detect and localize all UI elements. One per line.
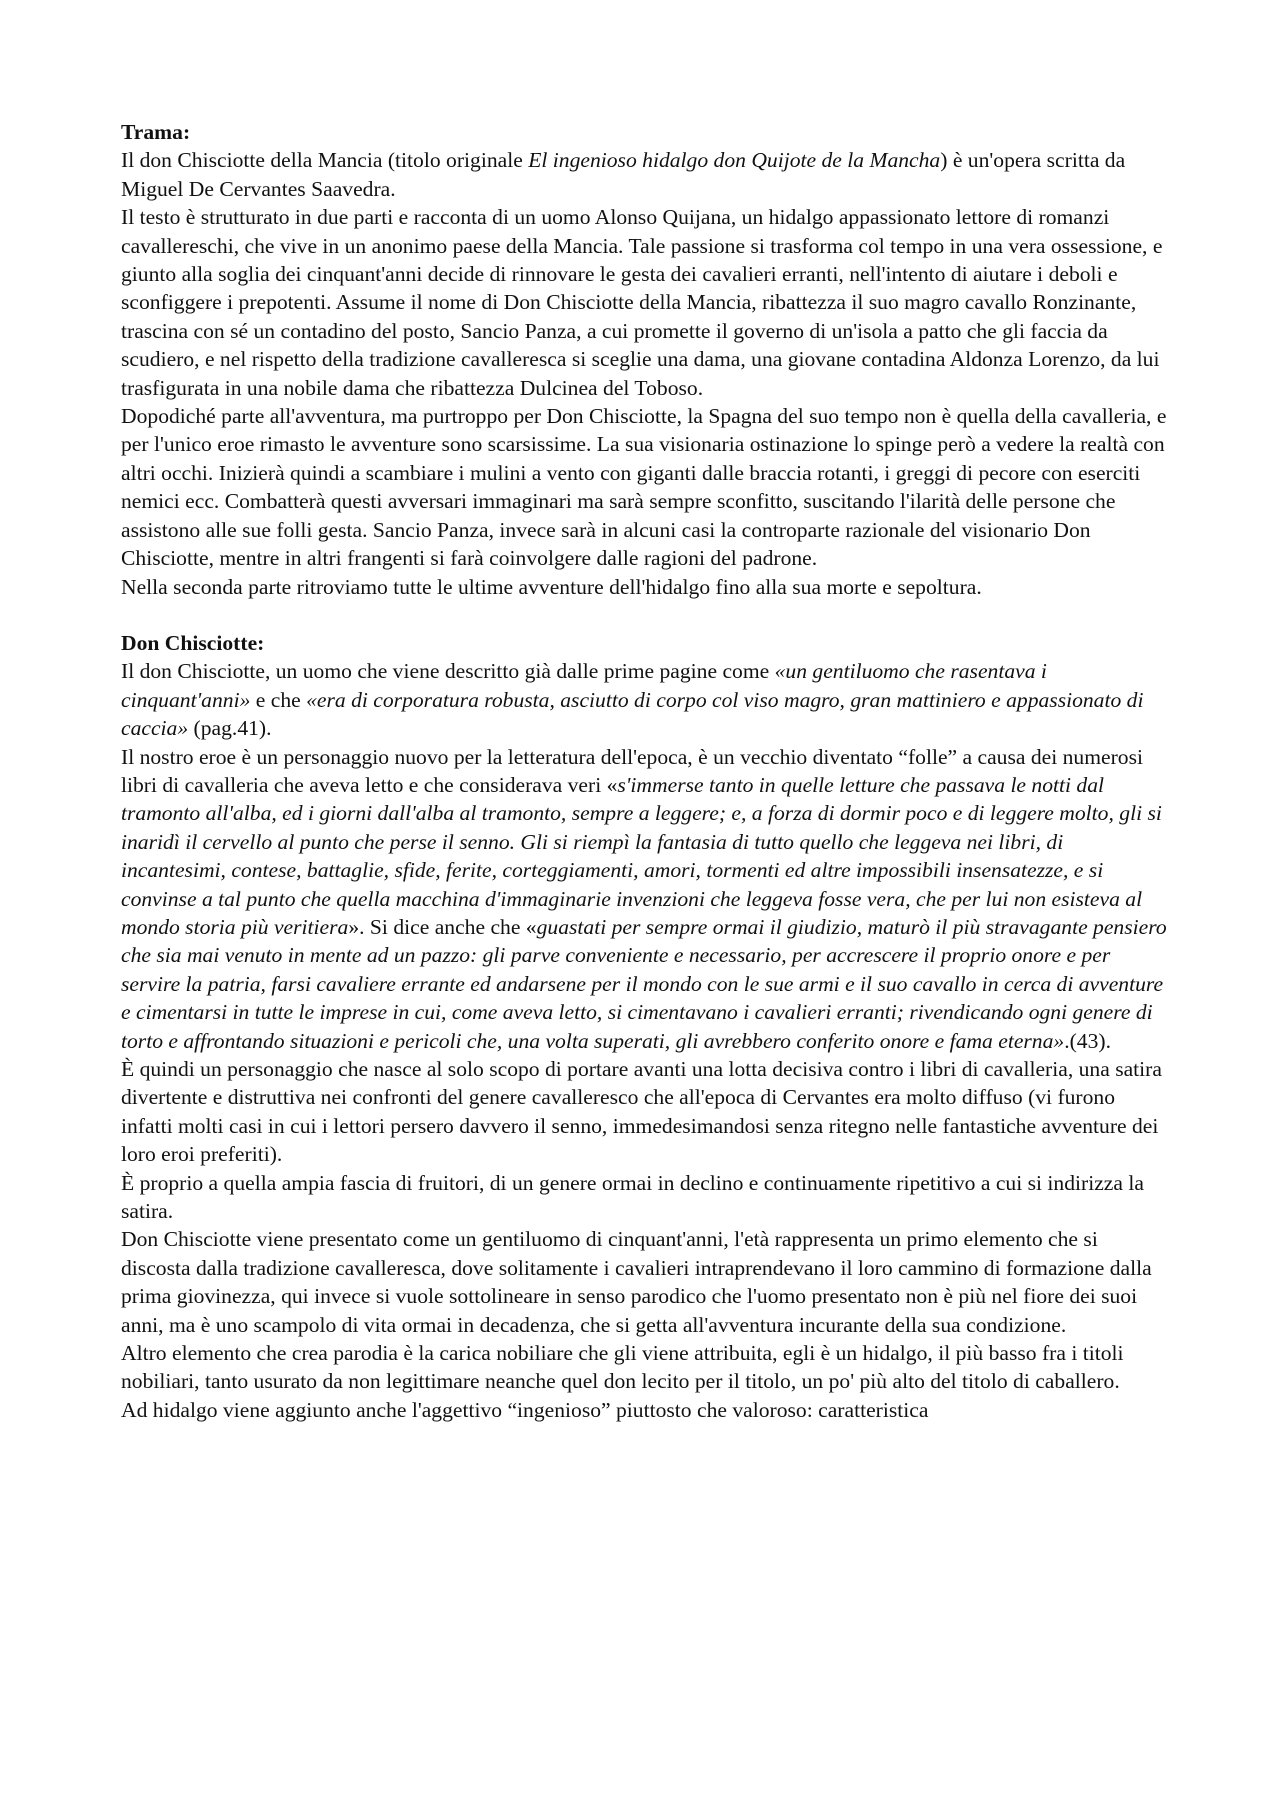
don-p1-quote-2: «era di corporatura robusta, asciutto di corpo col viso magro, gran mattiniero e appassionato di caccia» [121, 687, 1144, 741]
don-paragraph-6: Altro elemento che crea parodia è la carica nobiliare che gli viene attribuita, egli è un hidalgo, il più basso fra i titoli nobiliari, tanto usurato da non legittimare neanche quel don lecito per il titolo, un po' più alto del titolo di caballero. [121, 1341, 1124, 1394]
don-paragraph-5: Don Chisciotte viene presentato come un gentiluomo di cinquant'anni, l'età rappresenta un primo elemento che si discosta dalla tradizione cavalleresca, dove solitamente i cavalieri intraprendevano il loro cammino di formazione dalla prima giovinezza, qui invece si vuole sottolineare in senso parodico che l'uomo presentato non è più nel fiore dei suoi anni, ma è uno scampolo di vita ormai in decadenza, che si getta all'avventura incurante della sua condizione. [121, 1227, 1152, 1337]
trama-paragraph-3: Dopodiché parte all'avventura, ma purtroppo per Don Chisciotte, la Spagna del suo tempo non è quella della cavalleria, e per l'unico eroe rimasto le avventure sono scarsissime. La sua visionaria ostinazione lo spinge però a vedere la realtà con altri occhi. Inizierà quindi a scambiare i mulini a vento con giganti dalle braccia rotanti, i greggi di pecore con eserciti nemici ecc. Combatterà questi avversari immaginari ma sarà sempre sconfitto, suscitando l'ilarità delle persone che assistono alle sue folli gesta. Sancio Panza, invece sarà in alcuni casi la controparte razionale del visionario Don Chisciotte, mentre in altri frangenti si farà coinvolgere dalle ragioni del padrone. [121, 404, 1167, 571]
don-p1-text-b: e che [250, 687, 307, 712]
don-paragraph-1 [121, 657, 1171, 742]
don-paragraph-4: È proprio a quella ampia fascia di fruitori, di un genere ormai in declino e continuamente ripetitivo a cui si indirizza la satira. [121, 1170, 1144, 1224]
don-paragraph-7: Ad hidalgo viene aggiunto anche l'aggettivo “ingenioso” piuttosto che valoroso: caratteristica [121, 1397, 929, 1422]
trama-paragraph-2: Il testo è strutturato in due parti e racconta di un uomo Alonso Quijana, un hidalgo appassionato lettore di romanzi cavallereschi, che vive in un anonimo paese della Mancia. Tale passione si trasforma col tempo in una vera ossessione, e giunto alla soglia dei cinquant'anni decide di rinnovare le gesta dei cavalieri erranti, nell'intento di aiutare i deboli e sconfiggere i prepotenti. Assume il nome di Don Chisciotte della Mancia, ribattezza il suo magro cavallo Ronzinante, trascina con sé un contadino del posto, Sancio Panza, a cui promette il governo di un'isola a patto che gli faccia da scudiero, e nel rispetto della tradizione cavalleresca si sceglie una dama, una giovane contadina Aldonza Lorenzo, da lui trasfigurata in una nobile dama che ribattezza Dulcinea del Toboso. [121, 205, 1163, 400]
document-page [121, 118, 1171, 1424]
don-p2-text-b: ». Si dice anche che « [348, 914, 537, 939]
don-p1-text-a: Il don Chisciotte, un uomo che viene descritto già dalle prime pagine come [121, 659, 775, 684]
section-heading-trama: Trama: [121, 120, 191, 144]
don-p1-quote-1: «un gentiluomo che rasentava i cinquant'anni» [121, 659, 1047, 712]
trama-p1-text-a: Il don Chisciotte della Mancia (titolo originale [121, 148, 529, 173]
don-p1-text-c: (pag.41). [188, 716, 272, 741]
trama-paragraph-4: Nella seconda parte ritroviamo tutte le ultime avventure dell'hidalgo fino alla sua morte e sepoltura. [121, 574, 982, 599]
don-p2-quote-2: guastati per sempre ormai il giudizio, maturò il più stravagante pensiero che sia mai venuto in mente ad un pazzo: gli parve conveniente e necessario, per accrescere il proprio onore e per servire la patria, farsi cavaliere errante ed andarsene per il mondo con le sue armi e il suo cavallo in cerca di avventure e cimentarsi in tutte le imprese in cui, come aveva letto, si cimentavano i cavalieri erranti; rivendicando ogni genere di torto e affrontando situazioni e pericoli che, una volta superati, gli avrebbero conferito onore e fama eterna» [121, 914, 1167, 1053]
don-paragraph-2 [121, 743, 1171, 1055]
trama-paragraph-1 [121, 146, 1171, 203]
section-heading-don-chisciotte: Don Chisciotte: [121, 630, 265, 655]
don-p2-text-c: .(43). [1064, 1028, 1111, 1053]
trama-p1-text-b: ) è un'opera scritta da Miguel De Cervantes Saavedra. [121, 148, 1126, 201]
don-paragraph-3: È quindi un personaggio che nasce al solo scopo di portare avanti una lotta decisiva contro i libri di cavalleria, una satira divertente e distruttiva nei confronti del genere cavalleresco che all'epoca di Cervantes era molto diffuso (vi furono infatti molti casi in cui i lettori persero davvero il senno, immedesimandosi senza ritegno nelle fantastiche avventure dei loro eroi preferiti). [121, 1057, 1162, 1167]
don-p2-text-a: Il nostro eroe è un personaggio nuovo per la letteratura dell'epoca, è un vecchio diventato “folle” a causa dei numerosi libri di cavalleria che aveva letto e che considerava veri « [121, 744, 1143, 797]
original-title: El ingenioso hidalgo don Quijote de la Mancha [528, 148, 941, 173]
don-p2-quote-1: s'immerse tanto in quelle letture che passava le notti dal tramonto all'alba, ed i giorni dall'alba al tramonto, sempre a leggere; e, a forza di dormir poco e di leggere molto, gli si inaridì il cervello al punto che perse il senno. Gli si riempì la fantasia di tutto quello che leggeva nei libri, di incantesimi, contese, battaglie, sfide, ferite, corteggiamenti, amori, tormenti ed altre impossibili insensatezze, e si convinse a tal punto che quella macchina d'immaginarie invenzioni che leggeva fosse vera, che per lui non esisteva al mondo storia più veritiera [121, 772, 1162, 939]
section-spacer [121, 601, 1171, 629]
